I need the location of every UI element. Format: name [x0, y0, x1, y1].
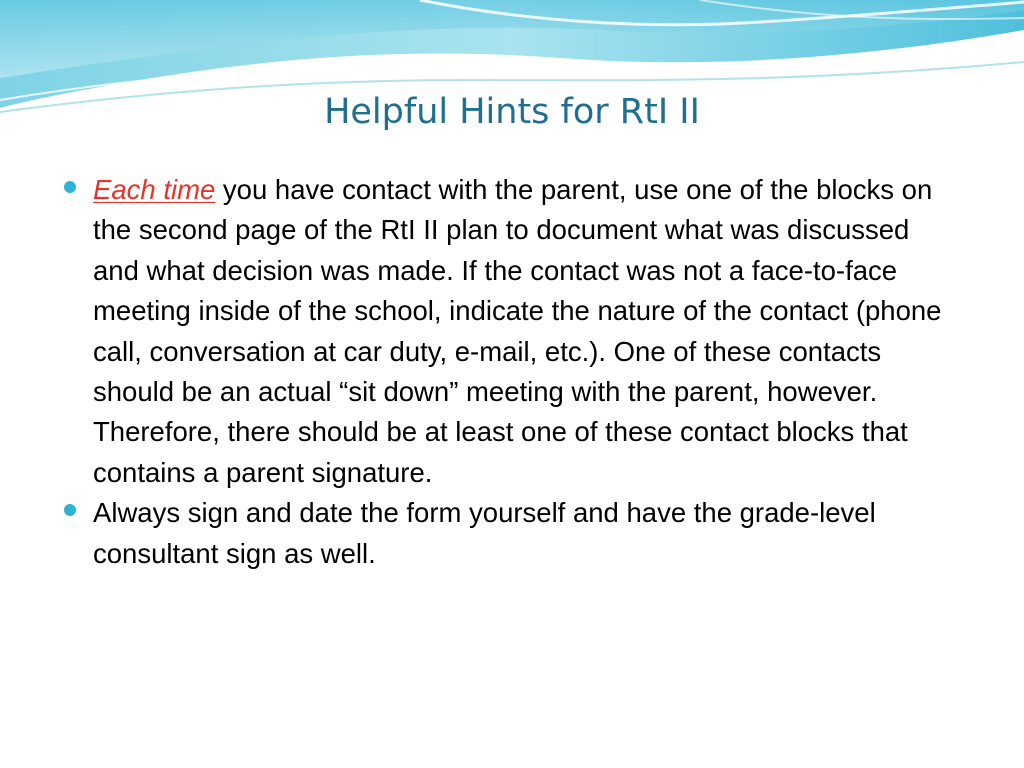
bullet-item-contact-documentation — [60, 170, 960, 493]
bullet-item-sign-form — [60, 493, 960, 574]
bullet-dot-icon — [64, 181, 76, 193]
bullet-list — [60, 170, 960, 574]
bullet-text: you have contact with the parent, use one of the blocks on the second page of the RtI II plan to document what was discussed and what decision was made. If the contact was not a face-to-face meeting inside of the school, indicate the nature of the contact (phone call, conversation at car duty, e-mail, etc.). One of these contacts should be an actual “sit down” meeting with the parent, however. Therefore, there should be at least one of these contact blocks that contains a parent signature. — [93, 174, 942, 488]
bullet-dot-icon — [64, 504, 76, 516]
emphasis-text: Each time — [93, 174, 216, 205]
slide-title: Helpful Hints for RtI II — [324, 92, 700, 132]
bullet-text: Always sign and date the form yourself and have the grade-level consultant sign as well. — [93, 497, 876, 569]
